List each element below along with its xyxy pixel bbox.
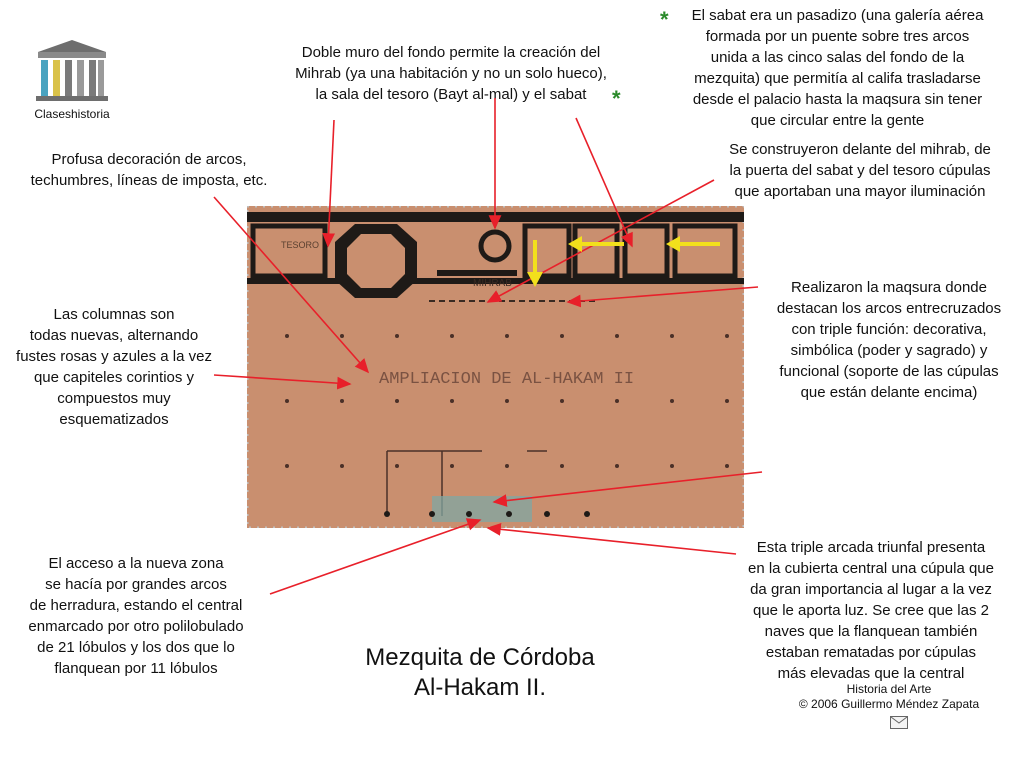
note-arcada: Esta triple arcada triunfal presenta en la cubierta central una cúpula que da gran importancia al lugar a la vez que le aporta luz. Se cree que las 2 naves que la flanquean también estaban rematadas por cúpulas más elevadas que la central <box>747 539 994 682</box>
plan-label-ampliacion: AMPLIACION DE AL-HAKAM II <box>379 370 635 389</box>
floor-plan <box>247 206 744 528</box>
note-doble-muro: Doble muro del fondo permite la creación del Mihrab (ya una habitación y no un solo hueco), la sala del tesoro (Bayt al-mal) y el sabat <box>295 44 607 103</box>
plan-label-tesoro: TESORO <box>281 240 320 250</box>
note-sabat: El sabat era un pasadizo (una galería aérea formada por un puente sobre tres arcos unida a las cinco salas del fondo de la mezquita) que permitía al califa trasladarse desde el palacio hasta la maqsura sin tener que circular entre la gente <box>691 7 984 129</box>
envelope-icon[interactable] <box>890 716 908 729</box>
logo-label: Claseshistoria <box>34 107 110 121</box>
plan-arcade-highlight <box>432 496 532 522</box>
note-acceso: El acceso a la nueva zona se hacía por grandes arcos de herradura, estando el central enmarcado por otro polilobulado de 21 lóbulos y los dos que lo flanquean por 11 lóbulos <box>28 555 244 677</box>
credit-text: Historia del Arte © 2006 Guillermo Méndez Zapata <box>798 682 980 711</box>
plan-rear-wall <box>247 212 744 222</box>
pointer-arrow <box>488 528 736 554</box>
greek-temple-icon[interactable] <box>32 38 112 118</box>
note-maqsura: Realizaron la maqsura donde destacan los arcos entrecruzados con triple función: decorativa, simbólica (poder y sagrado) y funcional (soporte de las cúpulas que están delante encima) <box>776 279 1002 401</box>
star-marker: * <box>660 7 669 32</box>
note-columnas: Las columnas son todas nuevas, alternando fustes rosas y azules a la vez que capiteles corintios y compuestos muy esquematizados <box>16 306 212 428</box>
pointer-arrow <box>270 520 480 594</box>
star-marker: * <box>612 86 621 111</box>
plan-label-mihrab: MIHRAB <box>473 278 512 289</box>
note-cupulas: Se construyeron delante del mihrab, de la puerta del sabat y del tesoro cúpulas que aportaban una mayor iluminación <box>729 141 991 200</box>
note-decoracion: Profusa decoración de arcos, techumbres, líneas de imposta, etc. <box>30 151 268 189</box>
slide-title: Mezquita de Córdoba Al-Hakam II. <box>365 644 595 701</box>
